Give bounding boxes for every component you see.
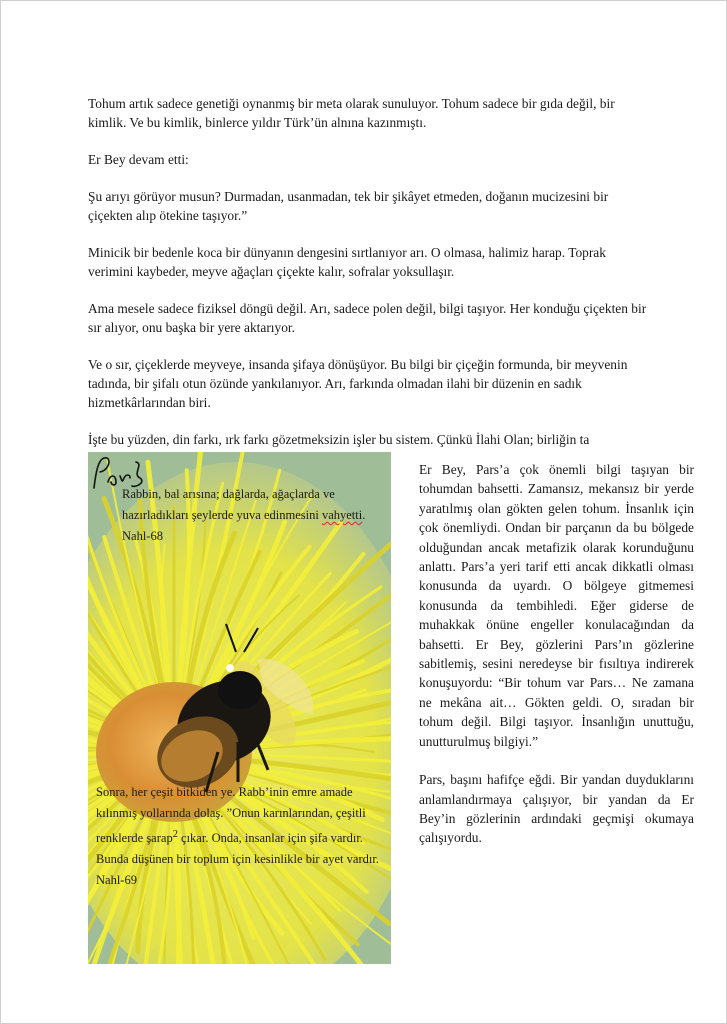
- right-paragraph-1: Er Bey, Pars’a çok önemli bilgi taşıyan bir tohumdan bahsetti. Zamansız, mekansız bir yerde yaratılmış olan gökten gelen tohum. İnsanlık için çok önemliydi. Ondan bir parçanın da bu bölgede olduğundan ancak metafizik olarak korunduğunu anlattı. Pars’a yeri tarif etti ancak dikkatli olması konusunda da uyardı. O bölgeye gitmemesi konusunda da tembihledi. Eğer giderse de muhakkak önüne engeller konulacağından da bahsetti. Er Bey, gözlerini Pars’ın gözlerine sabitlemiş, sesini neredeyse bir fısıltıya indirerek konuşuyordu: “Bir tohum var Pars… Ne zamana ne mekâna ait… Gökten geldi. O, sıradan bir tohum değil. Bilgi taşıyor. İnsanlığın unuttuğu, unutturulmuş bilgiyi.”: [419, 462, 694, 749]
- verse-nahl-68-ref: . Nahl-68: [122, 508, 366, 543]
- intro-paragraph-4: Minicik bir bedenle koca bir dünyanın dengesini sırtlanıyor arı. O olmasa, halimiz harap. Toprak verimini kaybeder, meyve ağaçları çiçekte kalır, sofralar yoksullaşır.: [88, 245, 606, 279]
- verse-nahl-69-footnote: 2: [172, 829, 178, 840]
- verse-nahl-68: [122, 484, 372, 547]
- bee-flower-illustration: [88, 452, 391, 964]
- intro-paragraph-5: Ama mesele sadece fiziksel döngü değil. Arı, sadece polen değil, bilgi taşıyor. Her konduğu çiçekten bir sır alıyor, onu başka bir yere aktarıyor.: [88, 301, 647, 335]
- intro-paragraph-1: Tohum artık sadece genetiği oynanmış bir meta olarak sunuluyor. Tohum sadece bir gıda değil, bir kimlik. Ve bu kimlik, binlerce yıldır Türk’ün alnına kazınmıştı.: [88, 96, 615, 130]
- verse-nahl-69-text-b: çıkar. Onda, insanlar için şifa vardır. Bunda düşünen bir toplum için kesinlikle bir ayet vardır. Nahl-69: [96, 831, 379, 888]
- verse-nahl-68-text: Rabbin, bal arısına; dağlarda, ağaçlarda ve hazırladıkları şeylerde yuva edinmesini: [122, 487, 335, 522]
- intro-text: [88, 94, 648, 486]
- verse-nahl-69-text-a: Sonra, her çeşit bitkiden ye. Rabb’inin emre amade kılınmış yollarında dolaş. ”Onun karınlarından, çeşitli renklerde şarap: [96, 785, 366, 846]
- right-column-text: [419, 460, 694, 867]
- verse-nahl-68-underlined: vahyetti: [321, 508, 363, 522]
- intro-paragraph-7: İşte bu yüzden, din farkı, ırk farkı gözetmeksizin işler bu sistem. Çünkü İlahi Olan; birliğin ta: [88, 432, 590, 447]
- artist-signature: [88, 452, 148, 492]
- verse-nahl-69: [96, 782, 381, 891]
- intro-paragraph-2: Er Bey devam etti:: [88, 152, 189, 167]
- intro-paragraph-3: Şu arıyı görüyor musun? Durmadan, usanmadan, tek bir şikâyet etmeden, doğanın mucizesini bir çiçekten alıp ötekine taşıyor.”: [88, 189, 609, 223]
- right-paragraph-2: Pars, başını hafifçe eğdi. Bir yandan duyduklarını anlamlandırmaya çalışıyor, bir yandan da Er Bey’in gözlerinin ardındaki geçmişi okumaya çalışıyordu.: [419, 772, 694, 846]
- intro-paragraph-6: Ve o sır, çiçeklerde meyveye, insanda şifaya dönüşüyor. Bu bilgi bir çiçeğin formunda, bir meyvenin tadında, bir şifalı otun özünde yankılanıyor. Arı, farkında olmadan ilahi bir düzenin en sadık hizmetkârlarından biri.: [88, 357, 628, 410]
